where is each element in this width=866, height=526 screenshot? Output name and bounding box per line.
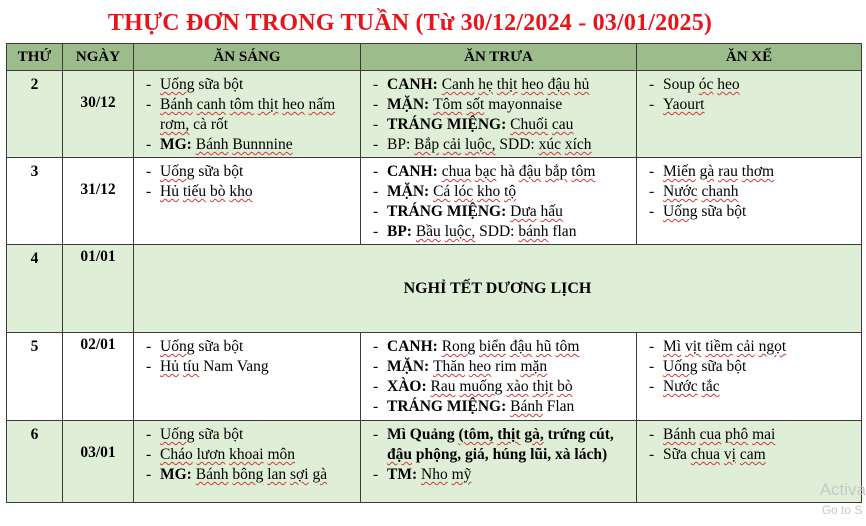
- item-label: Mì Quảng: [387, 426, 459, 443]
- list-item: [367, 425, 632, 465]
- item-text: Hủ tíu Nam Vang: [160, 358, 269, 375]
- item-text: Mì vịt tiềm cải ngọt: [663, 338, 787, 355]
- item-text: Nho mỹ: [421, 466, 472, 483]
- item-label: BP:: [387, 223, 416, 240]
- item-label: XÀO:: [387, 378, 431, 395]
- cell-thu: 6: [7, 421, 63, 503]
- sang-list: [134, 333, 360, 379]
- item-label: TRÁNG MIỆNG:: [387, 398, 511, 415]
- cell-thu: 3: [7, 158, 63, 245]
- xe-list: [637, 158, 861, 224]
- xe-list: [637, 421, 861, 467]
- list-item: [140, 357, 356, 377]
- holiday-notice: NGHỈ TẾT DƯƠNG LỊCH: [134, 245, 862, 333]
- cell-xe: [637, 333, 862, 421]
- list-item: [367, 135, 632, 155]
- item-text: Uống sữa bột: [663, 358, 747, 375]
- item-text: Uống sữa bột: [160, 426, 244, 443]
- cell-thu: 5: [7, 333, 63, 421]
- item-text: Cháo lươn khoai môn: [160, 446, 295, 463]
- list-item: [367, 162, 632, 182]
- item-text: Miến gà rau thơm: [663, 163, 775, 180]
- list-item: [140, 135, 356, 155]
- list-item: [643, 337, 857, 357]
- item-text: Soup óc heo: [663, 76, 740, 93]
- cell-thu: 4: [7, 245, 63, 333]
- item-label: CANH:: [387, 76, 442, 93]
- list-item: [140, 445, 356, 465]
- cell-xe: [637, 71, 862, 158]
- trua-list: [361, 421, 636, 487]
- watermark-line2: Go to S: [821, 503, 863, 517]
- cell-trua: [361, 71, 637, 158]
- header-an-xe: ĂN XẾ: [637, 44, 862, 71]
- item-text: Bánh canh tôm thịt heo nấm rơm, cà rốt: [160, 96, 336, 133]
- list-item: [367, 397, 632, 417]
- cell-ngay: 02/01: [63, 333, 134, 421]
- item-label: CANH:: [387, 338, 442, 355]
- item-text: Yaourt: [663, 96, 705, 113]
- table-row: [7, 158, 862, 245]
- list-item: [140, 182, 356, 202]
- cell-ngay: 31/12: [63, 158, 134, 245]
- cell-sang: [134, 71, 361, 158]
- item-text: Nước chanh: [663, 183, 739, 200]
- list-item: [643, 162, 857, 182]
- list-item: [140, 425, 356, 445]
- list-item: [367, 357, 632, 377]
- item-text: Rau muống xào thịt bò: [430, 378, 573, 395]
- activation-watermark: [820, 480, 866, 520]
- trua-list: [361, 71, 636, 157]
- list-item: [140, 95, 356, 135]
- list-item: [367, 115, 632, 135]
- item-text: Tôm sốt mayonnaise: [433, 96, 563, 113]
- item-text: Chuối cau: [510, 116, 574, 133]
- item-text: Nước tắc: [663, 378, 720, 395]
- cell-sang: [134, 333, 361, 421]
- item-label: TM:: [387, 466, 422, 483]
- cell-thu: 2: [7, 71, 63, 158]
- list-item: [367, 182, 632, 202]
- header-an-trua: ĂN TRƯA: [361, 44, 637, 71]
- cell-ngay: 03/01: [63, 421, 134, 503]
- item-text: Uống sữa bột: [160, 163, 244, 180]
- item-text: Hủ tiếu bò kho: [160, 183, 253, 200]
- table-row: [7, 71, 862, 158]
- item-text: Dưa hấu: [510, 203, 563, 220]
- weekly-menu-table: [6, 43, 862, 503]
- header-ngay: NGÀY: [63, 44, 134, 71]
- header-thu: THỨ: [7, 44, 63, 71]
- cell-ngay: 01/01: [63, 245, 134, 333]
- item-text: Bánh Flan: [510, 398, 575, 415]
- item-text: Thăn heo rim mặn: [433, 358, 548, 375]
- list-item: [367, 202, 632, 222]
- cell-ngay: 30/12: [63, 71, 134, 158]
- item-label: MẶN:: [387, 183, 434, 200]
- item-text: Uống sữa bột: [160, 76, 244, 93]
- list-item: [367, 377, 632, 397]
- item-text: Sữa chua vị cam: [663, 446, 766, 463]
- cell-xe: [637, 158, 862, 245]
- list-item: [643, 75, 857, 95]
- cell-trua: [361, 158, 637, 245]
- item-text: Rong biển đậu hũ tôm: [441, 338, 580, 355]
- item-text: Uống sữa bột: [663, 203, 747, 220]
- cell-sang: [134, 421, 361, 503]
- trua-list: [361, 158, 636, 244]
- list-item: [140, 75, 356, 95]
- item-label: TRÁNG MIỆNG:: [387, 203, 511, 220]
- item-text: BP: Bắp cải luộc, SDD: xúc xích: [387, 136, 592, 153]
- cell-trua: [361, 333, 637, 421]
- item-text: chua bạc hà đậu bắp tôm: [441, 163, 596, 180]
- table-row: [7, 421, 862, 503]
- trua-list: [361, 333, 636, 419]
- table-row: [7, 245, 862, 333]
- list-item: [643, 425, 857, 445]
- list-item: [367, 465, 632, 485]
- item-text: Bánh bông lan sợi gà: [195, 466, 328, 483]
- table-row: [7, 333, 862, 421]
- header-an-sang: ĂN SÁNG: [134, 44, 361, 71]
- cell-sang: [134, 158, 361, 245]
- list-item: [367, 337, 632, 357]
- item-label: MẶN:: [387, 358, 434, 375]
- item-text: (tôm, thịt gà, trứng cút, đậu phộng, giá, húng lũi, xà lách): [387, 426, 614, 463]
- watermark-line1: Activa: [819, 480, 866, 499]
- item-text: Bánh Bunnnine: [195, 136, 293, 153]
- item-text: Bánh cua phô mai: [663, 426, 776, 443]
- list-item: [367, 95, 632, 115]
- list-item: [643, 357, 857, 377]
- item-text: Cá lóc kho tộ: [433, 183, 517, 200]
- item-label: MG:: [160, 136, 196, 153]
- list-item: [643, 377, 857, 397]
- xe-list: [637, 333, 861, 399]
- item-label: CANH:: [387, 163, 442, 180]
- xe-list: [637, 71, 861, 117]
- list-item: [140, 337, 356, 357]
- cell-trua: [361, 421, 637, 503]
- list-item: [140, 465, 356, 485]
- sang-list: [134, 158, 360, 204]
- page-title: THỰC ĐƠN TRONG TUẦN (Từ 30/12/2024 - 03/01/2025): [107, 10, 713, 36]
- list-item: [367, 222, 632, 242]
- item-text: Uống sữa bột: [160, 338, 244, 355]
- item-text: Canh hẹ thịt heo đậu hủ: [441, 76, 590, 93]
- sang-list: [134, 71, 360, 157]
- table-header-row: [7, 44, 862, 71]
- item-label: MẶN:: [387, 96, 434, 113]
- list-item: [643, 182, 857, 202]
- list-item: [643, 95, 857, 115]
- list-item: [367, 75, 632, 95]
- sang-list: [134, 421, 360, 487]
- item-text: Bầu luộc, SDD: bánh flan: [415, 223, 577, 240]
- list-item: [140, 162, 356, 182]
- list-item: [643, 445, 857, 465]
- list-item: [643, 202, 857, 222]
- item-label: MG:: [160, 466, 196, 483]
- item-label: TRÁNG MIỆNG:: [387, 116, 511, 133]
